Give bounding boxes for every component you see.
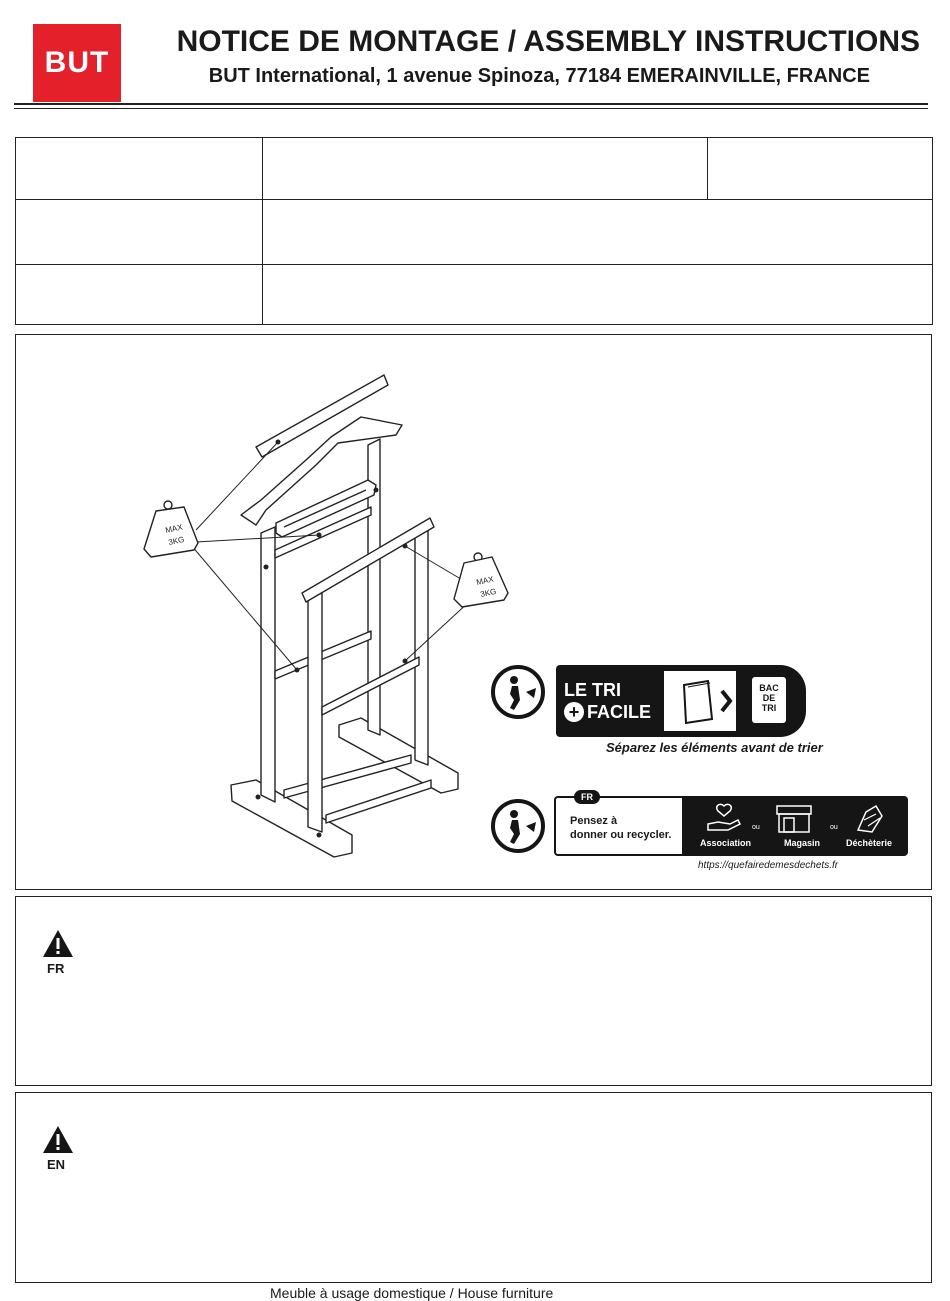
table-row [16,138,933,200]
triman-icon [490,664,546,720]
warning-icon [42,1125,74,1155]
tri-caption: Séparez les éléments avant de trier [606,740,823,755]
or-separator: ou [752,824,760,831]
donate-text [570,814,671,842]
footer-text: Meuble à usage domestique / House furniture [270,1285,554,1301]
weight-label-value: 3KG [479,586,498,599]
table-row [16,265,933,325]
hand-heart-icon [706,802,742,834]
tri-facile-logo [488,662,823,762]
fixing-point [317,833,322,838]
country-tag: FR [574,790,600,804]
base-rail-front [326,780,431,823]
brand-logo: BUT [33,24,121,102]
table-cell [708,138,933,200]
recycling-bin-icon [752,677,786,723]
weight-label-max: MAX [475,574,495,587]
donate-box [554,796,906,856]
waste-center-icon [852,802,888,834]
option-magasin: Magasin [784,838,821,848]
tri-line2: FACILE [587,702,652,722]
base-rail-back [284,755,411,798]
warning-icon [42,929,74,959]
bin-text: DE [762,693,776,703]
weight-left [144,501,198,557]
paper-icon [664,671,736,731]
option-association: Association [700,838,752,848]
table-cell [263,200,933,265]
tri-banner [556,665,806,737]
table-cell [263,138,708,200]
bin-text: TRI [761,703,777,713]
right-foot [339,718,458,793]
fixing-point [374,488,379,493]
leader-line [196,442,278,530]
option-decheterie: Déchèterie [846,838,893,848]
warning-panel-fr [15,896,932,1086]
front-upright-left [308,593,322,832]
fixing-point [264,565,269,570]
rear-bar-lower [275,631,371,679]
header-divider-thin [14,108,928,109]
front-upright-right [415,529,428,765]
recycling-url: https://quefairedemesdechets.fr [698,860,839,871]
table-cell [16,265,263,325]
tri-line1: LE TRI [564,680,621,700]
company-address: BUT International, 1 avenue Spinoza, 77184 EMERAINVILLE, FRANCE [208,65,870,87]
triman-icon [490,798,546,854]
weight-label-max: MAX [164,522,184,535]
language-label-en: EN [47,1157,66,1172]
donate-options-panel [682,796,908,856]
weight-label-value: 3KG [167,534,186,547]
donate-line1: Pensez à [570,815,618,827]
table-cell [16,200,263,265]
shop-icon [774,804,814,834]
tri-text [564,679,651,723]
product-info-table [15,137,933,325]
donate-recycle-logo [488,790,918,880]
fixing-point [256,795,261,800]
header-divider [14,103,928,105]
donate-line2: donner ou recycler. [570,829,672,841]
weight-right [454,553,508,607]
warning-panel-en [15,1092,932,1283]
table-cell [16,138,263,200]
bin-text: BAC [759,683,779,693]
document-title: NOTICE DE MONTAGE / ASSEMBLY INSTRUCTIONS [176,25,920,58]
plus-icon: + [564,702,584,722]
leader-line [191,545,297,670]
language-label-fr: FR [47,961,65,976]
table-row [16,200,933,265]
or-separator: ou [830,824,838,831]
table-cell [263,265,933,325]
tri-line2-wrap [564,701,651,723]
